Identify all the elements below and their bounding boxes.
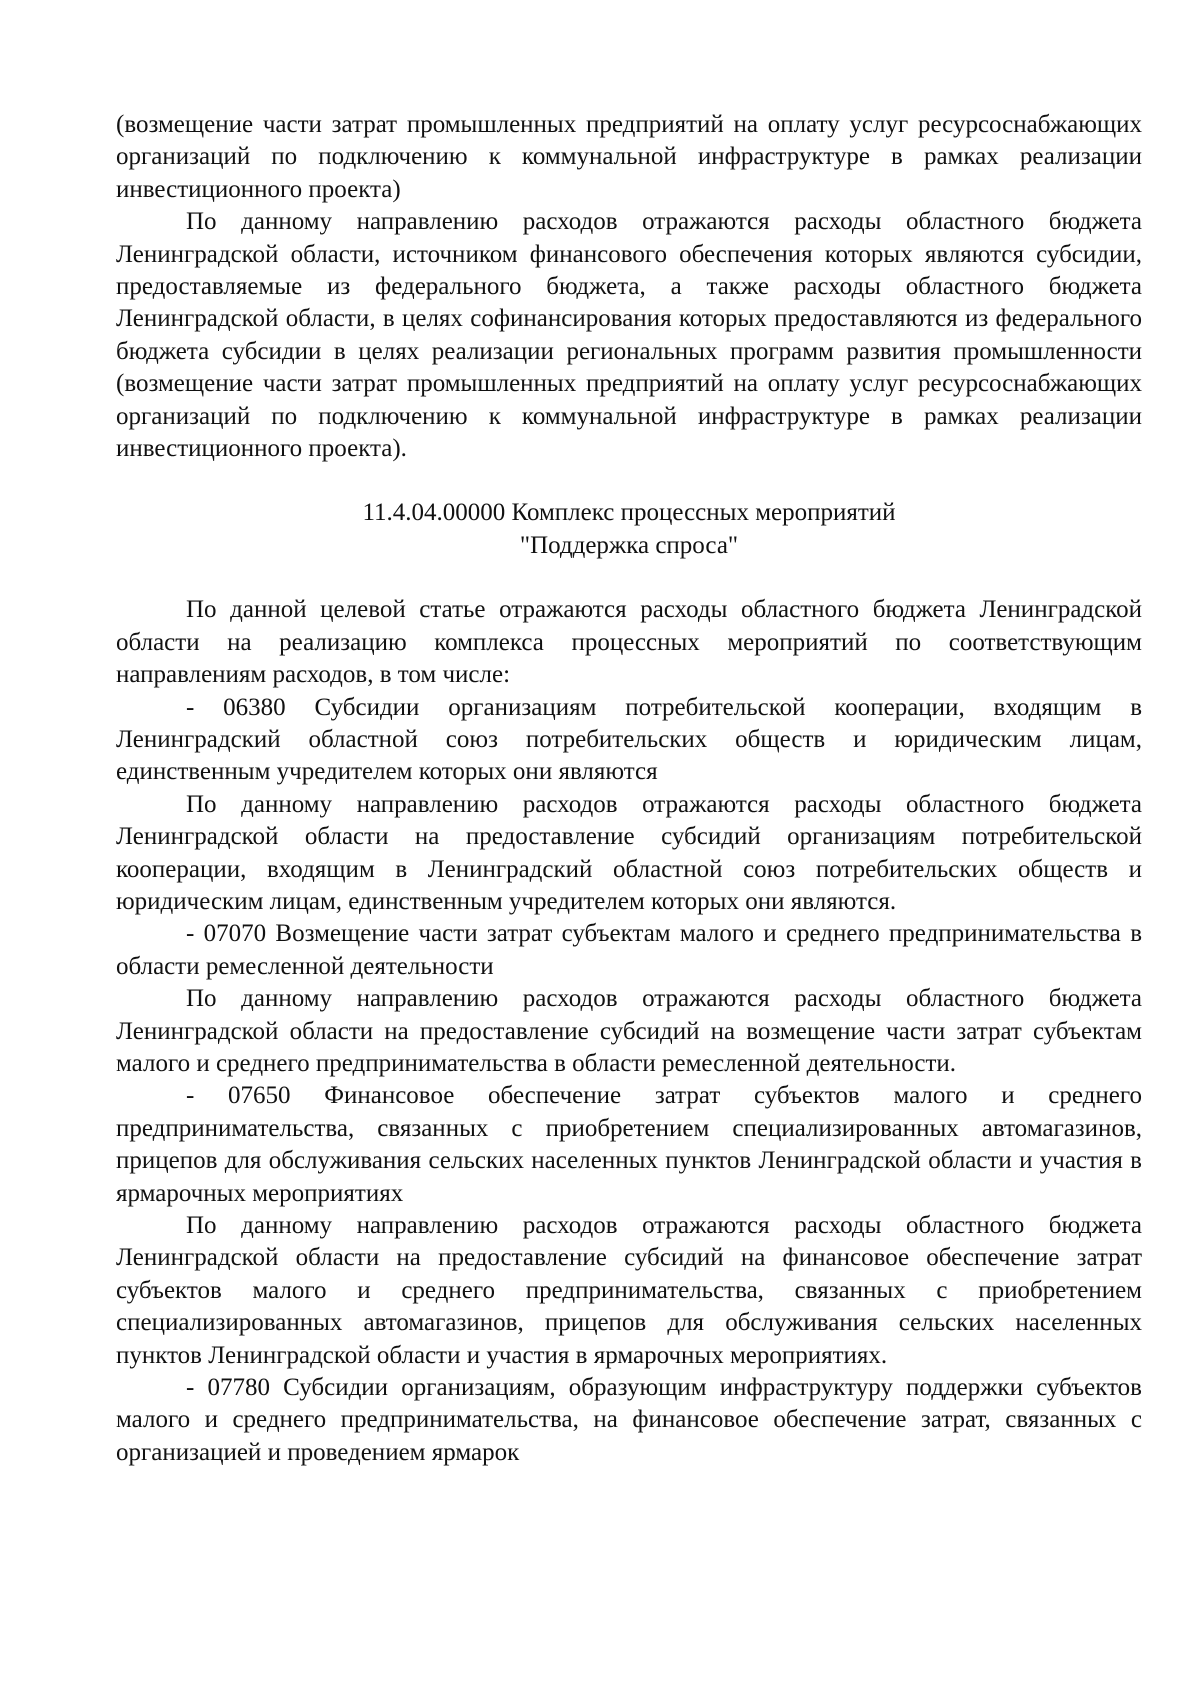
paragraph-description: По данному направлению расходов отражаются расходы областного бюджета Ленинградской области на предоставление субсидий на финансовое обеспечение затрат субъектов малого и среднего предпринимательства, связанных с приобретением специализированных автомагазинов, прицепов для обслуживания сельских населенных пунктов Ленинградской области и участия в ярмарочных мероприятиях.: [116, 1212, 1142, 1369]
paragraph-description: По данному направлению расходов отражаются расходы областного бюджета Ленинградской области, источником финансового обеспечения которых являются субсидии, предоставляемые из федерального бюджета, а также расходы областного бюджета Ленинградской области, в целях софинансирования которых предоставляются из федерального бюджета субсидии в целях реализации региональных программ развития промышленности (возмещение части затрат промышленных предприятий на оплату услуг ресурсоснабжающих организаций по подключению к коммунальной инфраструктуре в рамках реализации инвестиционного проекта).: [116, 208, 1142, 463]
section-heading-line-2: "Поддержка спроса": [519, 531, 739, 559]
section-heading: [116, 497, 1142, 562]
document-page: [116, 109, 1142, 1469]
paragraph-description: По данному направлению расходов отражаются расходы областного бюджета Ленинградской области на предоставление субсидий на возмещение части затрат субъектам малого и среднего предпринимательства в области ремесленной деятельности.: [116, 985, 1142, 1077]
list-item-06380: - 06380 Субсидии организациям потребительской кооперации, входящим в Ленинградский областной союз потребительских обществ и юридическим лицам, единственным учредителем которых они являются: [116, 693, 1142, 786]
list-item-07780: - 07780 Субсидии организациям, образующим инфраструктуру поддержки субъектов малого и среднего предпринимательства, на финансовое обеспечение затрат, связанных с организацией и проведением ярмарок: [116, 1374, 1142, 1466]
list-item-07650: - 07650 Финансовое обеспечение затрат субъектов малого и среднего предпринимательства, связанных с приобретением специализированных автомагазинов, прицепов для обслуживания сельских населенных пунктов Ленинградской области и участия в ярмарочных мероприятиях: [116, 1082, 1142, 1207]
paragraph-continuation: (возмещение части затрат промышленных предприятий на оплату услуг ресурсоснабжающих организаций по подключению к коммунальной инфраструктуре в рамках реализации инвестиционного проекта): [116, 111, 1142, 203]
paragraph-description: По данному направлению расходов отражаются расходы областного бюджета Ленинградской области на предоставление субсидий организациям потребительской кооперации, входящим в Ленинградский областной союз потребительских обществ и юридическим лицам, единственным учредителем которых они являются.: [116, 790, 1142, 915]
section-heading-line-1: 11.4.04.00000 Комплекс процессных мероприятий: [362, 499, 896, 527]
paragraph-intro: По данной целевой статье отражаются расходы областного бюджета Ленинградской области на реализацию комплекса процессных мероприятий по соответствующим направлениям расходов, в том числе:: [116, 596, 1142, 689]
list-item-07070: - 07070 Возмещение части затрат субъектам малого и среднего предпринимательства в области ремесленной деятельности: [116, 920, 1142, 980]
